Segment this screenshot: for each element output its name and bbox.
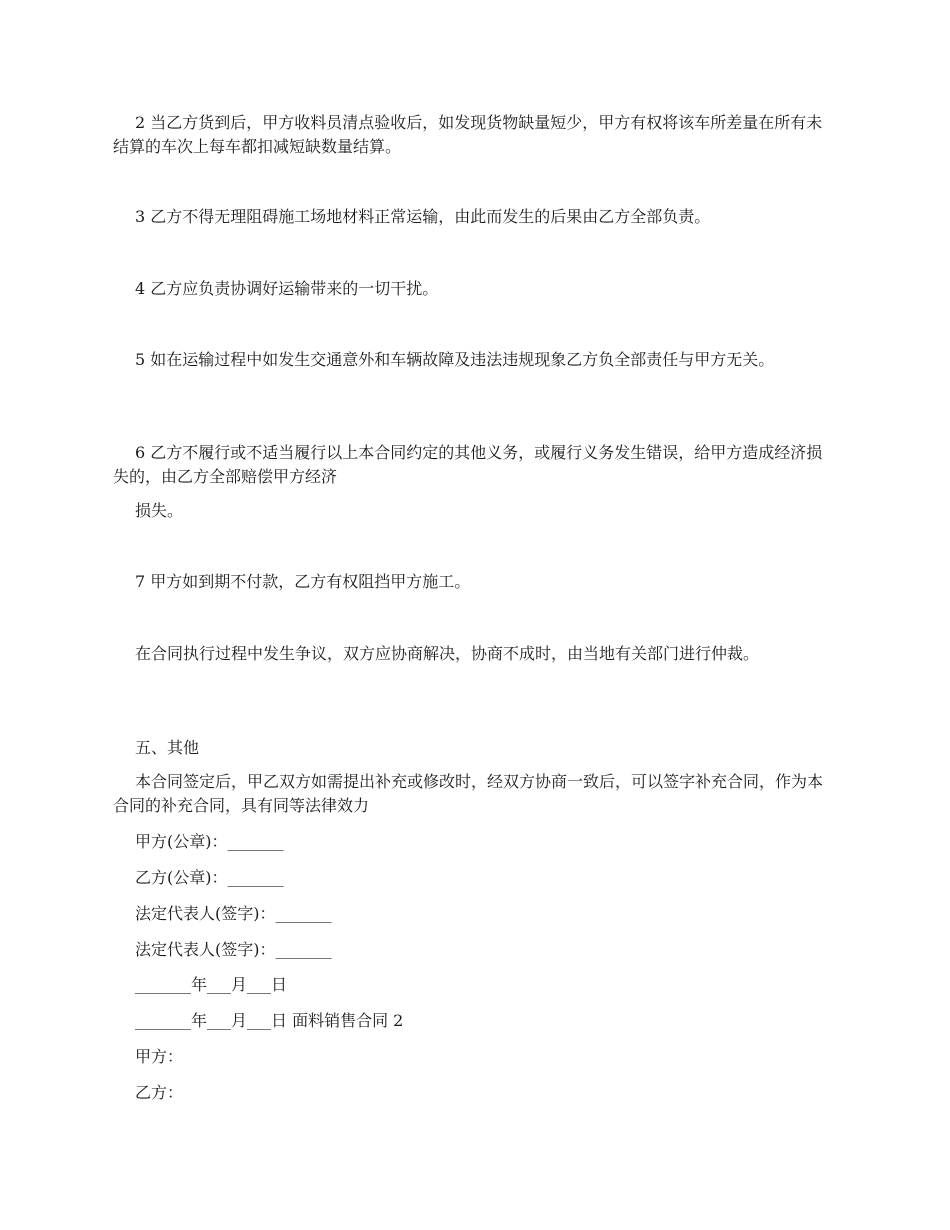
clause-6: 6 乙方不履行或不适当履行以上本合同约定的其他义务，或履行义务发生错误，给甲方造成经济损失的，由乙方全部赔偿甲方经济	[113, 443, 823, 486]
clause-2: 2 当乙方货到后，甲方收料员清点验收后，如发现货物缺量短少，甲方有权将该车所差量在所有未结算的车次上每车都扣减短缺数量结算。	[113, 113, 823, 156]
date-field-2: _______年___月___日 面料销售合同 2	[135, 1011, 404, 1030]
representative-sign-field-1: 法定代表人(签字)：_______	[135, 904, 332, 923]
clause-7: 7 甲方如到期不付款，乙方有权阻挡甲方施工。	[135, 572, 471, 591]
party-a-seal-field: 甲方(公章)：_______	[135, 832, 284, 851]
section-5-body: 本合同签定后，甲乙双方如需提出补充或修改时，经双方协商一致后，可以签字补充合同，作为本合同的补充合同，具有同等法律效力	[113, 772, 824, 815]
clause-6-continuation: 损失。	[135, 501, 184, 520]
dispute-clause: 在合同执行过程中发生争议，双方应协商解决，协商不成时，由当地有关部门进行仲裁。	[135, 644, 760, 663]
clause-4: 4 乙方应负责协调好运输带来的一切干扰。	[135, 279, 439, 298]
clause-3: 3 乙方不得无理阻碍施工场地材料正常运输，由此而发生的后果由乙方全部负责。	[135, 207, 711, 226]
party-a-label: 甲方：	[135, 1047, 184, 1066]
date-field-1: _______年___月___日	[135, 975, 288, 994]
representative-sign-field-2: 法定代表人(签字)：_______	[135, 940, 332, 959]
party-b-seal-field: 乙方(公章)：_______	[135, 868, 284, 887]
party-b-label: 乙方：	[135, 1083, 184, 1102]
clause-5: 5 如在运输过程中如发生交通意外和车辆故障及违法违规现象乙方负全部责任与甲方无关。	[135, 350, 775, 369]
section-5-title: 五、其他	[135, 738, 200, 757]
